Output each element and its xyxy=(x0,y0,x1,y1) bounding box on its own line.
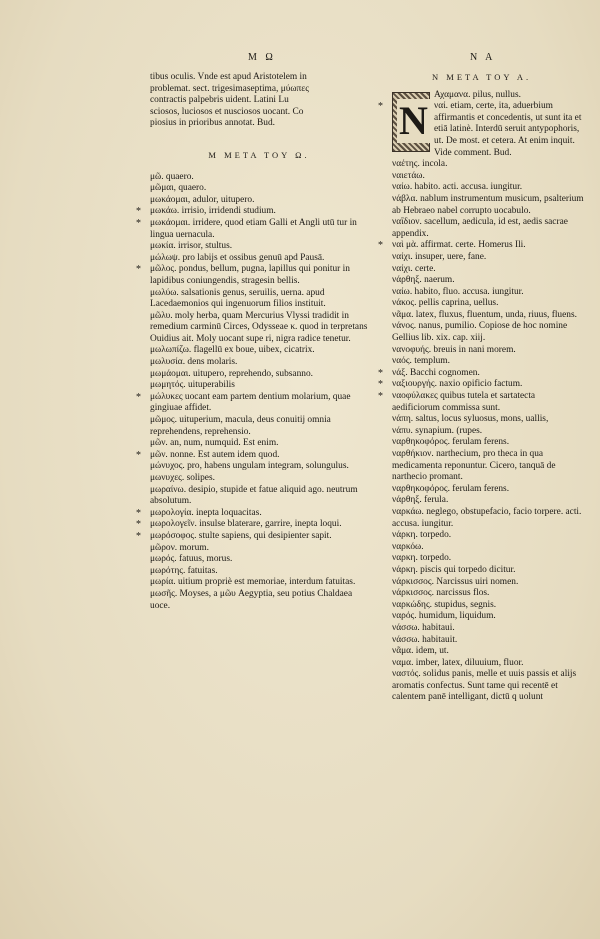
initial-letter: N xyxy=(399,97,428,143)
dictionary-entry xyxy=(392,356,584,368)
dictionary-entry xyxy=(378,240,584,252)
dictionary-entry xyxy=(392,90,584,102)
entry-text: μωραίνω. desipio, stupide et fatue aliquid ago. neutrum absolutum. xyxy=(150,484,358,507)
entry-text: νάρκισσος. narcissus flos. xyxy=(392,588,490,599)
dictionary-entry xyxy=(136,217,368,241)
dictionary-entry xyxy=(392,414,584,426)
entry-text: μωρότης. fatuitas. xyxy=(150,565,218,576)
entry-text: ναΐδιον. sacellum, aedicula, id est, aedis sacrae appendix. xyxy=(392,217,568,239)
entry-text: μωρία. uitium propriè est memoriae, interdum fatuitas. xyxy=(150,577,356,588)
dictionary-entry xyxy=(150,461,368,473)
entry-text: ναστός. solidus panis, melle et uuis passis et alijs aromatis confectus. Sunt tame qui recentē et calentem panē intelligant, dictū q uolunt xyxy=(392,669,577,703)
left-intro xyxy=(150,72,368,130)
asterisk-mark: * xyxy=(378,240,383,252)
entry-text: μώνυχος. pro, habens ungulam integram, solungulus. xyxy=(150,461,349,472)
dictionary-entry xyxy=(392,646,584,658)
entry-text: μώλωψ. pro labijs et ossibus genuū apd Pausā. xyxy=(150,252,325,263)
running-head-right: N A xyxy=(470,52,496,63)
entry-text: μωμητός. uituperabilis xyxy=(150,380,235,391)
dictionary-entry xyxy=(392,182,584,194)
entry-text: μῶρον. morum. xyxy=(150,542,209,553)
asterisk-mark: * xyxy=(136,519,141,531)
entry-text: ναίχι. insuper, uere, fane. xyxy=(392,251,487,262)
dictionary-entry xyxy=(392,611,584,623)
dictionary-entry xyxy=(150,589,368,612)
dictionary-entry xyxy=(150,311,368,346)
dictionary-entry xyxy=(136,507,368,520)
entry-text: ναιετάω. xyxy=(392,170,425,181)
entry-text: μῶν. nonne. Est autem idem quod. xyxy=(150,449,280,460)
entry-text: μῶν. an, num, numquid. Est enim. xyxy=(150,438,279,449)
entry-text: μῶ. quaero. xyxy=(150,171,194,182)
dictionary-entry xyxy=(392,565,584,577)
dictionary-entry xyxy=(392,252,584,264)
entry-text: νάρκη. torpedo. xyxy=(392,530,452,541)
dictionary-entry xyxy=(392,542,584,554)
dictionary-entry xyxy=(392,658,584,670)
dictionary-entry xyxy=(150,380,368,392)
dictionary-entry xyxy=(392,264,584,276)
entry-text: μωκία. irrisor, stultus. xyxy=(150,241,233,252)
entry-text: ναρθηκοφόρος. ferulam ferens. xyxy=(392,437,510,448)
dictionary-entry xyxy=(392,321,584,344)
section-title-n: N META TOY A. xyxy=(432,72,532,82)
entry-text: νάρκισσος. Narcissus uiri nomen. xyxy=(392,576,519,587)
right-entries xyxy=(378,89,584,704)
asterisk-mark: * xyxy=(136,217,141,229)
dictionary-entry xyxy=(136,449,368,462)
entry-text: ναός. templum. xyxy=(392,356,450,367)
dictionary-entry xyxy=(150,183,368,195)
asterisk-mark: * xyxy=(136,264,141,276)
dictionary-entry xyxy=(392,275,584,287)
entry-text: νάνος. nanus, pumilio. Copiose de hoc nomine Gellius lib. xix. cap. xiij. xyxy=(392,321,568,344)
entry-text: νάπυ. synapium. (rupes. xyxy=(392,425,483,436)
right-column xyxy=(378,72,584,704)
entry-text: μωκάομαι, adulor, uitupero. xyxy=(150,194,255,205)
entry-text: μωρολογία. inepta loquacitas. xyxy=(150,507,262,518)
dictionary-entry xyxy=(392,437,584,449)
entry-text: νᾶμα. latex, fluxus, fluentum, unda, riuus, fluens. xyxy=(392,309,577,320)
entry-text: ναρκώδης. stupidus, segnis. xyxy=(392,599,497,610)
entry-text: μωλυσία. dens molaris. xyxy=(150,357,238,368)
intro-line: piosius in prioribus annotat. Bud. xyxy=(150,118,275,129)
intro-line: contractis palpebris uident. Latini Lu xyxy=(150,95,289,106)
dictionary-entry xyxy=(150,172,368,184)
dictionary-entry xyxy=(378,97,584,159)
dictionary-entry xyxy=(392,484,584,496)
entry-text: ναέτης. incola. xyxy=(392,159,448,170)
dictionary-entry xyxy=(150,554,368,566)
asterisk-mark: * xyxy=(136,530,141,542)
entry-text: νάρθηξ. naerum. xyxy=(392,275,455,286)
entry-text: ναοφύλακες quibus tutela et sartatecta aedificiorum commissa sunt. xyxy=(392,391,536,413)
entry-text: μωρός. fatuus, morus. xyxy=(150,554,233,565)
entry-text: νάπη. saltus, locus syluosus, mons, uallis, xyxy=(392,414,549,425)
entry-text: νανοφυής. breuis in nani morem. xyxy=(392,344,516,355)
dictionary-entry xyxy=(392,588,584,600)
entry-text: μωρόσοφος. stulte sapiens, qui desipienter sapit. xyxy=(150,530,332,541)
dictionary-entry xyxy=(392,171,584,183)
dictionary-entry xyxy=(150,369,368,381)
entry-text: ναμα. imber, latex, diluuium, fluor. xyxy=(392,657,524,668)
entry-text: ναρκόω. xyxy=(392,541,424,552)
dictionary-entry xyxy=(136,206,368,218)
asterisk-mark: * xyxy=(136,449,141,461)
entry-text: νάρθηξ. ferula. xyxy=(392,495,449,506)
entry-text: μῶλος. pondus, bellum, pugna, lapillus qui ponitur in lapidibus coniungendis, stragesin bellis. xyxy=(150,264,350,286)
dictionary-entry xyxy=(150,566,368,578)
dictionary-entry xyxy=(150,577,368,589)
entry-text: ναρός. humidum, liquidum. xyxy=(392,611,496,622)
dictionary-entry xyxy=(136,519,368,531)
asterisk-mark: * xyxy=(136,391,141,403)
dictionary-entry xyxy=(150,241,368,253)
entry-text: μωσῆς. Moyses, a μῶυ Aegyptia, seu potius Chaldaea uoce. xyxy=(150,588,353,611)
dictionary-entry xyxy=(150,473,368,485)
left-column xyxy=(136,72,368,612)
dictionary-entry xyxy=(150,288,368,311)
asterisk-mark: * xyxy=(378,367,383,379)
entry-text: νάσσω. habitauit. xyxy=(392,634,458,645)
dictionary-entry xyxy=(150,357,368,369)
intro-line: tibus oculis. Vnde est apud Aristotelem in xyxy=(150,72,307,82)
asterisk-mark: * xyxy=(136,507,141,519)
dictionary-entry xyxy=(136,530,368,543)
dictionary-entry xyxy=(150,345,368,357)
dictionary-entry xyxy=(136,264,368,287)
dictionary-entry xyxy=(392,159,584,171)
entry-text: μωκάω. irrisio, irridendi studium. xyxy=(150,206,276,217)
dictionary-entry xyxy=(150,415,368,438)
dictionary-entry xyxy=(378,391,584,414)
entry-text: νάρκη. piscis qui torpedo dicitur. xyxy=(392,564,516,575)
dictionary-entry xyxy=(150,253,368,265)
dictionary-entry xyxy=(392,623,584,635)
entry-text: μῶμαι, quaero. xyxy=(150,183,207,194)
section-title-m: M META TOY Ω. xyxy=(208,149,310,160)
entry-text: μῶμος. uituperium, macula, deus conuitij omnia reprehendens, reprehensio. xyxy=(150,415,331,437)
entry-text: ναί. etiam, certe, ita, aduerbium affirmantis et concedentis, ut sunt ita et etiā latinè. Interdū seruit antypophoris, ut. De most. et cetera. At enim inquit. Vide comment. Bud. xyxy=(434,101,582,158)
dictionary-entry xyxy=(392,310,584,322)
entry-text: ναὶ μὰ. affirmat. certe. Homerus Ili. xyxy=(392,240,526,251)
dictionary-entry xyxy=(150,485,368,508)
entry-text: νάκος. pellis caprina, uellus. xyxy=(392,298,499,309)
entry-text: μωλύω. salsationis genus, seruilis, uerna. apud Lacedaemonios qui ingenuorum filios instituit. xyxy=(150,287,326,310)
entry-text: ναίω. habito, fluo. accusa. iungitur. xyxy=(392,286,524,297)
entry-text: νᾶμα. idem, ut. xyxy=(392,646,449,657)
dictionary-entry xyxy=(392,530,584,542)
entry-text: ναρθήκιον. narthecium, pro theca in qua medicamenta reponuntur. Cicero, tanquā de narthecio promant. xyxy=(392,449,556,483)
dictionary-entry xyxy=(392,495,584,507)
asterisk-mark: * xyxy=(378,379,383,391)
entry-text: Αχαμανα. pilus, nullus. xyxy=(434,89,521,100)
entry-text: μῶλυ. moly herba, quam Mercurius Vlyssi tradidit in remedium carminū Circes, Odysseae κ. quod in terpretans Ouidius ait. Moly uocant supe ri, nigra radice tenetur. xyxy=(150,310,368,344)
dictionary-entry xyxy=(392,669,584,704)
intro-line: sciosos, luciosos et nusciosos uocant. Co xyxy=(150,106,304,117)
left-entries xyxy=(136,171,368,613)
entry-text: μωρολογεῖν. insulse blaterare, garrire, inepta loqui. xyxy=(150,519,342,530)
dictionary-entry xyxy=(392,507,584,530)
entry-text: μωλωπίζω. flagellū ex boue, uibex, cicatrix. xyxy=(150,345,315,356)
entry-text: ναρκη. torpedo. xyxy=(392,553,452,564)
dictionary-entry xyxy=(392,217,584,240)
dictionary-entry xyxy=(392,298,584,310)
dictionary-entry xyxy=(392,600,584,612)
dictionary-entry xyxy=(378,367,584,380)
entry-text: ναρθηκοφόρος. ferulam ferens. xyxy=(392,483,510,494)
dictionary-entry xyxy=(150,438,368,450)
dictionary-entry xyxy=(392,345,584,357)
asterisk-mark: * xyxy=(378,101,383,113)
dictionary-entry xyxy=(392,426,584,438)
intro-line: problemat. sect. trigesimaseptima, μύωπες xyxy=(150,83,309,94)
entry-text: μωνυχες. solipes. xyxy=(150,473,215,483)
dictionary-entry xyxy=(392,553,584,565)
entry-text: νάβλα. nablum instrumentum musicum, psalterium ab Hebraeo nabel corrupto uocabulo. xyxy=(392,193,584,216)
asterisk-mark: * xyxy=(136,206,141,218)
dictionary-entry xyxy=(392,194,584,217)
dictionary-entry xyxy=(136,391,368,415)
asterisk-mark: * xyxy=(378,391,383,403)
entry-text: ναίω. habito. acti. accusa. iungitur. xyxy=(392,182,523,193)
dictionary-entry xyxy=(150,543,368,555)
entry-text: μώλυκες uocant eam partem dentium molarium, quae gingiuae affidet. xyxy=(150,391,351,414)
dictionary-entry xyxy=(392,635,584,647)
entry-text: νάσσω. habitaui. xyxy=(392,622,455,633)
entry-text: νάξ. Bacchi cognomen. xyxy=(392,367,480,378)
entry-text: ναξιουργής. naxio opificio factum. xyxy=(392,379,523,390)
dictionary-entry xyxy=(150,195,368,207)
running-head-left: M Ω xyxy=(248,52,276,63)
dictionary-entry xyxy=(392,287,584,299)
dictionary-entry xyxy=(378,379,584,391)
entry-text: ναρκάω. neglego, obstupefacio, facio torpere. acti. accusa. iungitur. xyxy=(392,506,582,529)
entry-text: μωκάομαι. irridere, quod etiam Galli et Angli utū tur in lingua uernacula. xyxy=(150,217,357,240)
dictionary-entry xyxy=(392,449,584,484)
entry-text: μωμάομαι. uitupero, reprehendo, subsanno. xyxy=(150,368,313,379)
dictionary-entry xyxy=(392,577,584,589)
entry-text: ναίχι. certe. xyxy=(392,263,436,274)
